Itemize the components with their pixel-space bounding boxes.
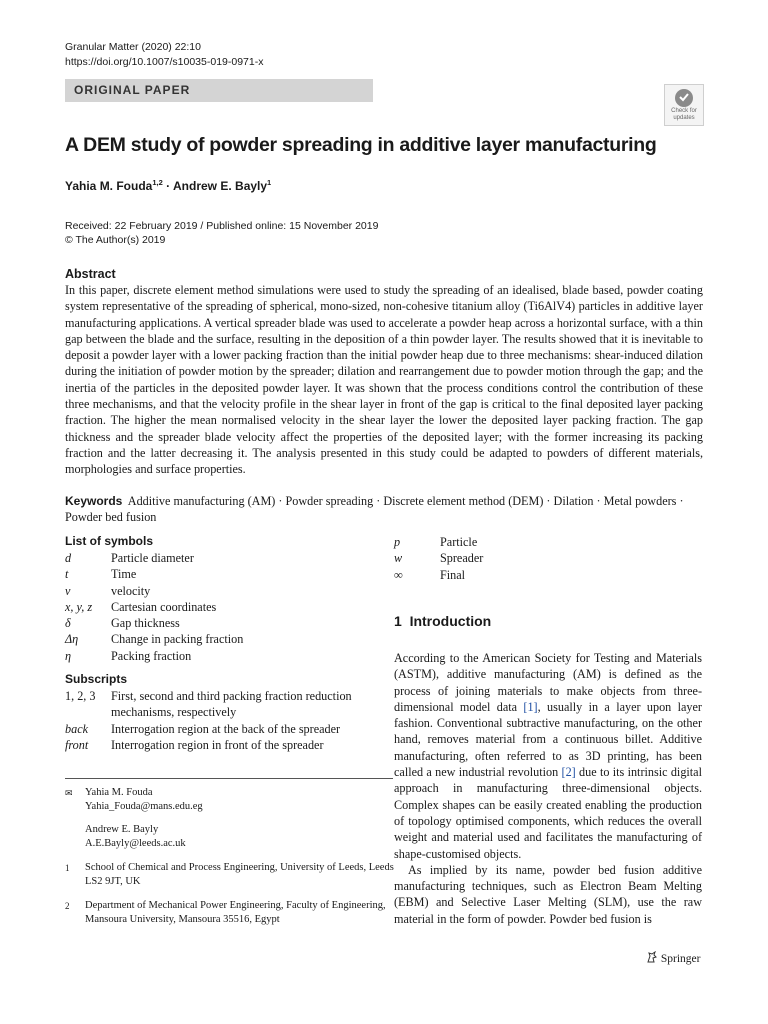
article-type-banner (65, 79, 373, 102)
symbol-row (65, 631, 395, 647)
corresponding-authors (65, 786, 395, 851)
affiliation-number: 1 (65, 863, 70, 873)
check-updates-icon (674, 88, 694, 108)
symbol-row (65, 648, 395, 664)
subscript-definition: Particle (440, 535, 478, 549)
section-number: 1 (394, 613, 402, 629)
received-published: Received: 22 February 2019 / Published online: 15 November 2019 (65, 220, 379, 232)
symbols-heading: List of symbols (65, 534, 154, 548)
subscript-row (65, 688, 395, 721)
keywords (65, 493, 705, 526)
keywords-label: Keywords (65, 494, 123, 508)
subscript-row (394, 567, 594, 583)
intro-paragraph-2: As implied by its name, powder bed fusion additive manufacturing techniques, such as Electron Beam Melting (EBM) and Selective Laser Melting (SLM), use the raw material in the form of powder. Powder bed fusion is (394, 862, 702, 926)
affiliation-text: School of Chemical and Process Engineering, University of Leeds, Leeds LS2 9JT, UK (85, 862, 394, 887)
envelope-icon: ✉ (65, 788, 73, 798)
affiliations (65, 786, 395, 927)
copyright: © The Author(s) 2019 (65, 234, 166, 246)
subscript-definition: First, second and third packing fraction reduction mechanisms, respectively (111, 689, 352, 720)
subscript-definition: Final (440, 567, 466, 582)
text-run: due to its intrinsic digital approach in manufacturing three-dimensional objects. Complex shapes can be easily created enabling the production of topology optimised components, which reduces the overall weight and material used and facilitates the manufacturing of shape-customised objects. (394, 765, 702, 861)
subscripts-heading: Subscripts (65, 672, 128, 686)
symbol-row (65, 615, 395, 631)
section-heading-introduction (394, 613, 491, 629)
paper-title: A DEM study of powder spreading in additive layer manufacturing (65, 134, 657, 156)
subscript-row (65, 721, 395, 737)
author-1-affil: 1,2 (152, 178, 163, 187)
subscript: 1, 2, 3 (65, 689, 96, 703)
affiliation-number: 2 (65, 901, 70, 911)
subscript: w (394, 551, 403, 566)
corr-email-2[interactable]: A.E.Bayly@leeds.ac.uk (85, 838, 186, 849)
citation-link[interactable]: [2] (561, 765, 576, 780)
symbol-row (65, 583, 395, 599)
footnote-divider (65, 778, 393, 779)
badge-line2: updates (673, 114, 695, 121)
corr-name-1: Yahia M. Fouda (85, 787, 153, 798)
affiliation-text: Department of Mechanical Power Engineering, Faculty of Engineering, Mansoura University, Mansoura 35516, Egypt (85, 900, 386, 925)
subscript: front (65, 737, 89, 752)
symbol-definition: Packing fraction (111, 648, 192, 663)
subscript-definition: Spreader (440, 551, 484, 566)
symbol-definition: Particle diameter (111, 551, 194, 565)
introduction-body (394, 650, 702, 927)
affiliation-2 (65, 899, 395, 927)
section-title: Introduction (409, 613, 492, 629)
subscript-definition: Interrogation region in front of the spreader (111, 737, 324, 752)
journal-header (65, 40, 263, 70)
symbol: Δη (65, 632, 79, 647)
subscript: p (394, 535, 401, 549)
author-1[interactable]: Yahia M. Fouda (65, 179, 153, 193)
affiliation-1 (65, 861, 395, 889)
corr-email-1[interactable]: Yahia_Fouda@mans.edu.eg (85, 801, 203, 812)
symbol-definition: Change in packing fraction (111, 632, 244, 647)
symbol-row (65, 599, 395, 615)
subscript: ∞ (394, 567, 403, 582)
springer-horse-icon (646, 951, 658, 963)
symbol: t (65, 567, 69, 582)
symbol-row (65, 566, 395, 582)
text-run: , usually in a layer upon layer fashion. Conventional subtractive manufacturing, on the other hand, removes material from a continuous billet. Additive manufacturing, often referred to as 3D printing, has been called a new industrial revolution (394, 699, 702, 780)
text-run: According to the American Society for Testing and Materials (ASTM), additive manufacturing (AM) is defined as the process of joining materials to make objects from three-dimensional model data (394, 651, 702, 714)
symbol: η (65, 648, 72, 663)
author-list (65, 178, 271, 193)
subscript-row (394, 534, 594, 550)
symbols-list (65, 550, 395, 664)
abstract-text: In this paper, discrete element method simulations were used to study the spreading of an idealised, blade based, powder coating system representative of the spreading of spherical, mono-sized, non-cohesive titanium alloy (Ti6AlV4) particles in additive layer manufacturing applications. A vertical spreader blade was used to accelerate a powder heap across a horizontal surface, with a thin gap between the blade and the surface, resulting in the deposition of a thin powder layer. The results showed that it is inevitable to deposit a powder layer with a lower packing fraction than the initial powder heap due to three mechanisms: shear-induced dilation during the initiation of powder motion by the spreader; dilation and rearrangement due to powder motion through the gap; and the inertia of the particles in the deposited powder layer. It was shown that the process conditions control the contribution of these three mechanisms, and that the velocity profile in the shear layer in front of the gap is critical to the final deposited layer packing fraction. The higher the mean normalised velocity in the shear layer the lower the deposited layer packing fraction. The gap thickness and the spreader blade velocity affect the properties of the deposited layer; with the former increasing its packing fraction and the latter decreasing it. The analysis presented in this study could be adapted to powders of different materials, morphologies and surface properties. (65, 283, 703, 477)
check-for-updates-badge[interactable] (664, 84, 704, 126)
symbol-definition: velocity (111, 583, 151, 598)
publisher-logo (646, 951, 700, 965)
symbol: δ (65, 616, 71, 631)
article-type-label: ORIGINAL PAPER (74, 83, 191, 97)
symbol-row (65, 550, 395, 566)
publication-dates (65, 219, 378, 247)
symbol-definition: Cartesian coordinates (111, 599, 217, 614)
symbol: d (65, 551, 72, 565)
journal-citation: Granular Matter (2020) 22:10 (65, 41, 201, 53)
intro-paragraph-1 (394, 650, 702, 862)
subscript-row (65, 737, 395, 753)
symbol: v (65, 583, 71, 598)
keywords-text: Additive manufacturing (AM) · Powder spreading · Discrete element method (DEM) · Dilation · Metal powders · Powder bed fusion (65, 494, 684, 525)
author-separator: · (162, 179, 174, 193)
author-2[interactable]: Andrew E. Bayly (173, 179, 268, 193)
doi-link[interactable]: https://doi.org/10.1007/s10035-019-0971-x (65, 56, 264, 68)
subscript-row (394, 550, 594, 566)
corr-name-2: Andrew E. Bayly (85, 824, 159, 835)
symbol-definition: Gap thickness (111, 616, 180, 631)
symbol-definition: Time (111, 567, 137, 582)
citation-link[interactable]: [1] (523, 699, 538, 714)
author-2-affil: 1 (267, 178, 272, 187)
publisher-name: Springer (660, 953, 701, 965)
subscripts-list-continued (394, 534, 594, 583)
symbol: x, y, z (65, 599, 93, 614)
subscript: back (65, 721, 89, 736)
badge-line1: Check for (671, 108, 697, 114)
abstract-heading: Abstract (65, 267, 116, 281)
subscripts-list (65, 688, 395, 753)
subscript-definition: Interrogation region at the back of the spreader (111, 721, 341, 736)
